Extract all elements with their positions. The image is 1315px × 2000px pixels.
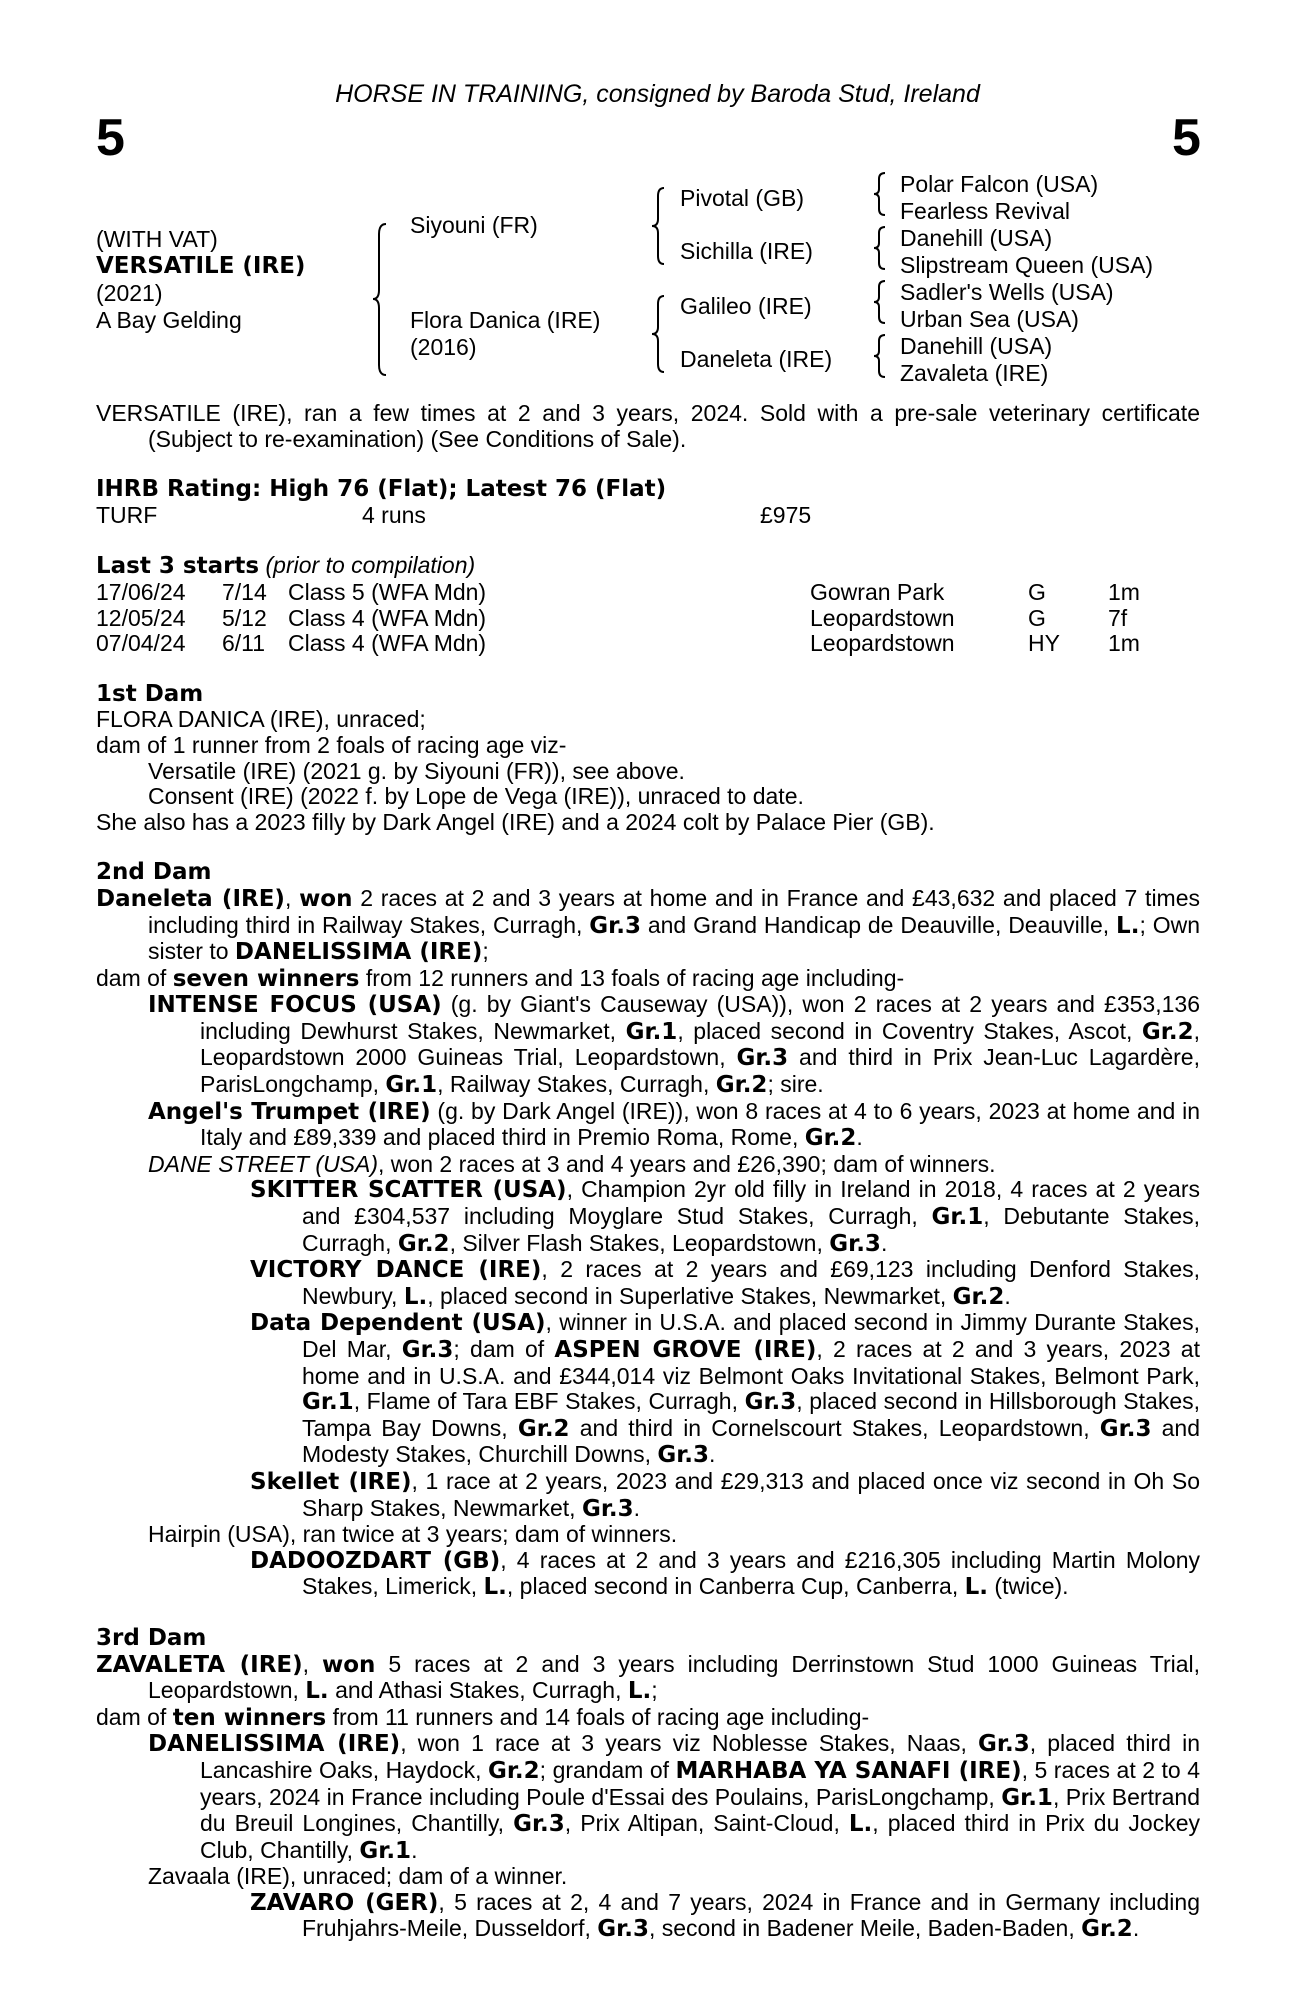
dam2-grand-progeny: DADOOZDART (GB), 4 races at 2 and 3 years and £216,305 including Martin Molony Stakes, Limerick, L., placed second in Canberra Cup, Canberra, L. (twice). — [250, 1546, 1201, 1601]
dam1-progeny: Versatile (IRE) (2021 g. by Siyouni (FR)), see above. — [148, 757, 685, 784]
dam2-grand-progeny: SKITTER SCATTER (USA), Champion 2yr old filly in Ireland in 2018, 4 races at 2 years and £304,537 including Moyglare Stud Stakes, Curragh, Gr.1, Debutante Stakes, Curragh, Gr.2, Silver Flash Stakes, Leopardstown, Gr.3. — [250, 1176, 1200, 1257]
dam2-progeny: INTENSE FOCUS (USA) (g. by Giant's Causeway (USA)), won 2 races at 2 years and £353,136 including Dewhurst Stakes, Newmarket, Gr.1, placed second in Coventry Stakes, Ascot, Gr.2, Leopardstown 2000 Guineas Trial, Leopardstown, Gr.3 and third in Prix Jean-Luc Lagardère, ParisLongchamp, Gr.1, Railway Stakes, Curragh, Gr.2; sire. — [148, 991, 1200, 1099]
pedigree-brace-dam — [651, 294, 669, 374]
ancestor-8: Zavaleta (IRE) — [900, 360, 1049, 386]
dam2-summary: dam of seven winners from 12 runners and 13 foals of racing age including- — [96, 964, 905, 992]
dam-year: (2016) — [410, 334, 477, 360]
dam3-heading: 3rd Dam — [96, 1624, 207, 1651]
ancestor-3: Danehill (USA) — [900, 225, 1053, 251]
ancestor-2: Fearless Revival — [900, 198, 1070, 224]
table-row: 17/06/24 7/14 Class 5 (WFA Mdn) Gowran Park G 1m — [96, 578, 1140, 605]
dam2-progeny: Hairpin (USA), ran twice at 3 years; dam of winners. — [148, 1521, 678, 1548]
dam3-summary: dam of ten winners from 11 runners and 14 foals of racing age including- — [96, 1703, 870, 1731]
rating-heading: IHRB Rating: High 76 (Flat); Latest 76 (Flat) — [96, 476, 667, 503]
dam2-grand-progeny: VICTORY DANCE (IRE), 2 races at 2 years and £69,123 including Denford Stakes, Newbury, L., placed second in Superlative Stakes, Newmarket, Gr.2. — [250, 1256, 1200, 1310]
dam3-entry: ZAVALETA (IRE), won 5 races at 2 and 3 years including Derrinstown Stud 1000 Guineas Trial, Leopardstown, L. and Athasi Stakes, Curragh, L.; — [96, 1650, 1200, 1705]
ancestor-6: Urban Sea (USA) — [900, 306, 1079, 332]
horse-year: (2021) — [96, 280, 163, 306]
sire-dam: Sichilla (IRE) — [680, 238, 813, 264]
pedigree-brace-sire — [651, 186, 669, 266]
dam2-progeny: DANE STREET (USA), won 2 races at 3 and 4 years and £26,390; dam of winners. — [148, 1150, 996, 1177]
dam3-progeny: Zavaala (IRE), unraced; dam of a winner. — [148, 1863, 568, 1890]
table-row: 12/05/24 5/12 Class 4 (WFA Mdn) Leopardstown G 7f — [96, 604, 1128, 631]
dam3-progeny: DANELISSIMA (IRE), won 1 race at 3 years viz Noblesse Stakes, Naas, Gr.3, placed third in Lancashire Oaks, Haydock, Gr.2; grandam of MARHABA YA SANAFI (IRE), 5 races at 2 to 4 years, 2024 in France including Poule d'Essai des Poulains, ParisLongchamp, Gr.1, Prix Bertrand du Breuil Longines, Chantilly, Gr.3, Prix Altipan, Saint-Cloud, L., placed third in Prix du Jockey Club, Chantilly, Gr.1. — [148, 1730, 1200, 1864]
pedigree-brace-g1 — [872, 171, 888, 217]
page-title: HORSE IN TRAINING, consigned by Baroda Stud, Ireland — [335, 80, 980, 108]
vat-note: (WITH VAT) — [96, 226, 218, 252]
table-row: 07/04/24 6/11 Class 4 (WFA Mdn) Leopardstown HY 1m — [96, 630, 1140, 657]
dam1-heading: 1st Dam — [96, 680, 204, 707]
ancestor-7: Danehill (USA) — [900, 333, 1053, 359]
ancestor-5: Sadler's Wells (USA) — [900, 279, 1114, 305]
dam1-line: FLORA DANICA (IRE), unraced; — [96, 706, 426, 733]
horse-description: A Bay Gelding — [96, 307, 242, 333]
last-starts-heading: Last 3 starts (prior to compilation) — [96, 552, 476, 580]
dam2-grand-progeny: Skellet (IRE), 1 race at 2 years, 2023 and £29,313 and placed once viz second in Oh So Sharp Stakes, Newmarket, Gr.3. — [250, 1467, 1200, 1522]
last-starts-table — [96, 580, 1140, 657]
dam1-line: dam of 1 runner from 2 foals of racing age viz- — [96, 731, 567, 758]
horse-name: VERSATILE (IRE) — [96, 253, 306, 279]
ancestor-1: Polar Falcon (USA) — [900, 171, 1099, 197]
pedigree-brace-g4 — [872, 333, 888, 379]
dam2-grand-progeny: Data Dependent (USA), winner in U.S.A. and placed second in Jimmy Durante Stakes, Del Mar, Gr.3; dam of ASPEN GROVE (IRE), 2 races at 2 and 3 years, 2023 at home and in U.S.A. and £344,014 viz Belmont Oaks Invitational Stakes, Belmont Park, Gr.1, Flame of Tara EBF Stakes, Curragh, Gr.3, placed second in Hillsborough Stakes, Tampa Bay Downs, Gr.2 and third in Cornelscourt Stakes, Leopardstown, Gr.3 and Modesty Stakes, Churchill Downs, Gr.3. — [250, 1309, 1200, 1469]
sire: Siyouni (FR) — [410, 212, 538, 238]
lot-number-right: 5 — [1172, 109, 1201, 167]
dam3-grand-progeny: ZAVARO (GER), 5 races at 2, 4 and 7 years, 2024 in France and in Germany including Fruhjahrs-Meile, Dusseldorf, Gr.3, second in Badener Meile, Baden-Baden, Gr.2. — [250, 1888, 1200, 1943]
dam2-entry: Daneleta (IRE), won 2 races at 2 and 3 years at home and in France and £43,632 and placed 7 times including third in Railway Stakes, Curragh, Gr.3 and Grand Handicap de Deauville, Deauville, L.; Own sister to DANELISSIMA (IRE); — [96, 884, 1201, 966]
rating-row — [96, 503, 1200, 529]
pedigree-brace-g3 — [872, 279, 888, 325]
dam1-line: She also has a 2023 filly by Dark Angel (IRE) and a 2024 colt by Palace Pier (GB). — [96, 808, 935, 835]
dam2-heading: 2nd Dam — [96, 859, 212, 886]
lot-number-left: 5 — [96, 109, 125, 167]
dam-sire: Galileo (IRE) — [680, 293, 812, 319]
pedigree-brace-main — [372, 222, 392, 377]
sire-sire: Pivotal (GB) — [680, 185, 804, 211]
ancestor-4: Slipstream Queen (USA) — [900, 252, 1154, 278]
rating-surface: TURF — [96, 501, 158, 528]
intro-text: VERSATILE (IRE), ran a few times at 2 and 3 years, 2024. Sold with a pre-sale veterinary certificate (Subject to re-examination) (See Conditions of Sale). — [96, 400, 1200, 452]
dam-dam: Daneleta (IRE) — [680, 346, 833, 372]
rating-earnings: £975 — [760, 501, 812, 528]
dam1-progeny: Consent (IRE) (2022 f. by Lope de Vega (IRE)), unraced to date. — [148, 783, 804, 810]
dam2-progeny: Angel's Trumpet (IRE) (g. by Dark Angel (IRE)), won 8 races at 4 to 6 years, 2023 at home and in Italy and £89,339 and placed third in Premio Roma, Rome, Gr.2. — [148, 1097, 1200, 1152]
rating-runs: 4 runs — [362, 501, 426, 528]
catalogue-body — [96, 401, 1200, 1943]
dam: Flora Danica (IRE) — [410, 307, 601, 333]
pedigree-brace-g2 — [872, 225, 888, 271]
